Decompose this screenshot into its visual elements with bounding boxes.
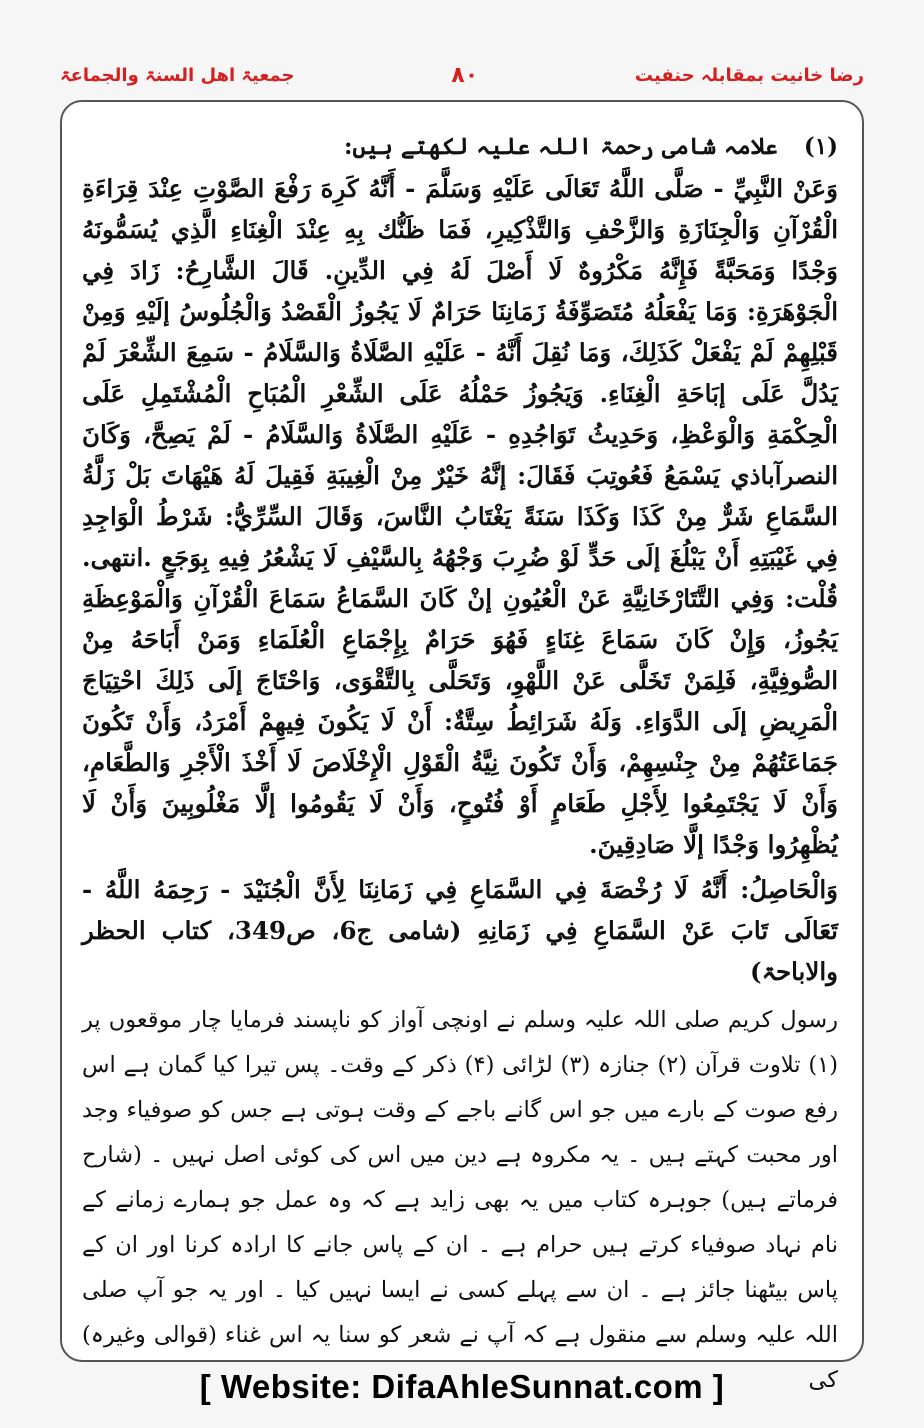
urdu-paragraph: رسول کریم صلی اللہ علیہ وسلم نے اونچی آواز کو ناپسند فرمایا چار موقعوں پر (۱) تلاوت قرآن (۲) جنازہ (۳) لڑائی (۴) ذکر کے وقت۔ پس تیرا کیا گمان ہے اس رفع صوت کے بارے میں جو اس گانے باجے کے وقت ہوتی ہے جس کو صوفیاء وجد اور محبت کہتے ہیں ۔ یہ مکروہ ہے دین میں اس کی کوئی اصل نہیں ۔ (شارح فرماتے ہیں) جوہرہ کتاب میں یہ بھی زاید ہے کہ وہ عمل جو ہمارے زمانے کے نام نہاد صوفیاء کرتے ہیں حرام ہے ۔ ان کے پاس جانے کا ارادہ کرنا اور ان کے پاس بیٹھنا جائز ہے ۔ ان سے پہلے کسی نے ایسا نہیں کیا ۔ اور یہ جو آپ صلی اللہ علیہ وسلم سے منقول ہے کہ آپ نے شعر کو سنا یہ اس غناء (قوالی وغیرہ) کی: [82, 1007, 838, 1393]
book-title: رضا خانیت بمقابلہ حنفیت: [634, 64, 864, 86]
citation-intro: [82, 130, 838, 164]
page-header: [60, 60, 864, 90]
arabic-paragraph: وَعَنْ النَّبِيِّ - صَلَّى اللَّهُ تَعَالَى عَلَيْهِ وَسَلَّمَ - أَنَّهُ كَرِهَ رَفْعَ الصَّوْتِ عِنْدَ قِرَاءَةِ الْقُرْآنِ وَالْجِنَازَةِ وَالزَّحْفِ وَالتَّذْكِيرِ، فَمَا ظَنُّك بِهِ عِنْدَ الْغِنَاءِ الَّذِي يُسَمُّونَهُ وَجْدًا وَمَحَبَّةً فَإِنَّهُ مَكْرُوهٌ لَا أَصْلَ لَهُ فِي الدِّينِ. قَالَ الشَّارِحُ: زَادَ فِي الْجَوْهَرَةِ: وَمَا يَفْعَلُهُ مُتَصَوِّفَةُ زَمَانِنَا حَرَامٌ لَا يَجُوزُ الْقَصْدُ وَالْجُلُوسُ إلَيْهِ وَمِنْ قَبْلِهِمْ لَمْ يَفْعَلْ كَذَلِكَ، وَمَا نُقِلَ أَنَّهُ - عَلَيْهِ الصَّلَاةُ وَالسَّلَامُ - سَمِعَ الشِّعْرَ لَمْ يَدُلَّ عَلَى إبَاحَةِ الْغِنَاءِ. وَيَجُوزُ حَمْلُهُ عَلَى الشِّعْرِ الْمُبَاحِ الْمُشْتَمِلِ عَلَى الْحِكْمَةِ وَالْوَعْظِ، وَحَدِيثُ تَوَاجُدِهِ - عَلَيْهِ الصَّلَاةُ وَالسَّلَامُ - لَمْ يَصِحَّ، وَكَانَ النصرآباذي يَسْمَعُ فَعُوتِبَ فَقَالَ: إنَّهُ خَيْرٌ مِنْ الْغِيبَةِ فَقِيلَ لَهُ هَيْهَاتَ بَلْ زَلَّةُ السَّمَاعِ شَرٌّ مِنْ كَذَا وَكَذَا سَنَةً يَغْتَابُ النَّاسَ، وَقَالَ السِّرِّيُّ: شَرْطُ الْوَاجِدِ فِي غَيْبَتِهِ أَنْ يَبْلُغَ إلَى حَدٍّ لَوْ ضُرِبَ وَجْهُهُ بِالسَّيْفِ لَا يَشْعُرُ فِيهِ بِوَجَعٍ .انتهى. قُلْت: وَفِي التَّتَارْخَانِيَّةِ عَنْ الْعُيُونِ إنْ كَانَ السَّمَاعُ سَمَاعَ الْقُرْآنِ وَالْمَوْعِظَةِ يَجُوزُ، وَإِنْ كَانَ سَمَاعَ غِنَاءٍ فَهُوَ حَرَامٌ بِإِجْمَاعِ الْعُلَمَاءِ وَمَنْ أَبَاحَهُ مِنْ الصُّوفِيَّةِ، فَلِمَنْ تَخَلَّى عَنْ اللَّهْوِ، وَتَحَلَّى بِالتَّقْوَى، وَاحْتَاجَ إلَى ذَلِكَ احْتِيَاجَ الْمَرِيضِ إلَى الدَّوَاءِ. وَلَهُ شَرَائِطُ سِتَّةٌ: أَنْ لَا يَكُونَ فِيهِمْ أَمْرَدُ، وَأَنْ تَكُونَ جَمَاعَتُهُمْ مِنْ جِنْسِهِمْ، وَأَنْ تَكُونَ نِيَّةُ الْقَوْلِ الْإِخْلَاصَ لَا أَخْذَ الْأَجْرِ وَالطَّعَامِ، وَأَنْ لَا يَجْتَمِعُوا لِأَجْلِ طَعَامٍ أَوْ فُتُوحٍ، وَأَنْ لَا يَقُومُوا إلَّا مَغْلُوبِينَ وَأَنْ لَا يُظْهِرُوا وَجْدًا إلَّا صَادِقِينَ.: [82, 174, 838, 859]
citation-number: (۱): [803, 133, 838, 160]
citation-intro-text: علامہ شامی رحمۃ اللہ علیہ لکھتے ہیں:: [343, 133, 778, 160]
publisher-title: جمعیۃ اھل السنۃ والجماعۃ: [60, 64, 295, 86]
page-number: ۸۰: [451, 62, 479, 88]
website-footer: [ Website: DifaAhleSunnat.com ]: [199, 1368, 725, 1405]
urdu-translation: [82, 998, 838, 1403]
arabic-conclusion: وَالْحَاصِلُ: أَنَّهُ لَا رُخْصَةَ فِي السَّمَاعِ فِي زَمَانِنَا لِأَنَّ الْجُنَيْدَ - رَحِمَهُ اللَّهُ - تَعَالَى تَابَ عَنْ السَّمَاعِ فِي زَمَانِهِ (شامی ج6، ص349، کتاب الحظر والاباحۃ): [82, 875, 838, 986]
arabic-quote: [82, 168, 838, 992]
